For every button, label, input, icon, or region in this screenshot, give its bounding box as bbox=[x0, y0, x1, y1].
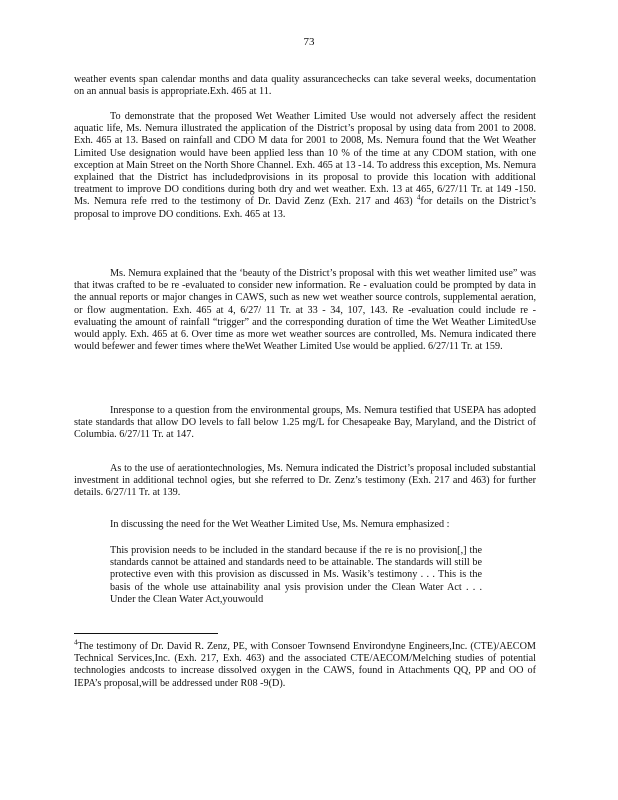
footnote bbox=[74, 638, 536, 690]
paragraph-reevaluation bbox=[74, 268, 536, 353]
paragraph-need bbox=[74, 519, 536, 531]
footnote-text: The testimony of Dr. David R. Zenz, PE, with Consoer Townsend Environdyne Engineers,Inc. (CTE)/AECOM Technical Services,Inc. (Exh. 217, Exh. 463) and the associated CTE/AECOM/Melching studies of potential technologies andcosts to increase dissolved oxygen in the CAWS, found in Attachments QQ, PP and OO of IEPA’s proposal,will be addressed under R08 -9(D). bbox=[74, 641, 536, 689]
paragraph-demonstration bbox=[74, 111, 536, 221]
footnote-reference: 4 bbox=[416, 194, 421, 203]
paragraph-text: Inresponse to a question from the environmental groups, Ms. Nemura testified that USEPA has adopted state standards that allow DO levels to fall below 1.25 mg/L for Chesapeake Bay, Maryland, and the District of Columbia. 6/27/11 Tr. at 147. bbox=[74, 405, 536, 441]
paragraph-aeration bbox=[74, 463, 536, 500]
paragraph-text: weather events span calendar months and data quality assurancechecks can take several weeks, documentation on an annual basis is appropriate.Exh. 465 at 11. bbox=[74, 74, 536, 98]
paragraph-usepa bbox=[74, 405, 536, 442]
page-number: 73 bbox=[303, 36, 315, 48]
paragraph-text-tail: for details on the District’s proposal to improve DO conditions. Exh. 465 at 13. bbox=[74, 196, 537, 220]
paragraph-continuation bbox=[74, 74, 536, 98]
paragraph-text: Ms. Nemura explained that the ‘beauty of the District’s proposal with this wet weather limited use” was that itwas crafted to be re -evaluated to consider new information. Re - evaluation could be prompted by data in the annual reports or major changes in CAWS, such as new wet weather source controls, supplemental aeration, or flow augmentation. Exh. 465 at 4, 6/27/ 11 Tr. at 33 - 34, 107, 143. Re -evaluation could include re -evaluating the amount of rainfall “trigger” and the corresponding duration of time the Wet Weather LimitedUse would apply. Exh. 465 at 6. Over time as more wet weather sources are controlled, Ms. Nemura indicated there would befewer and fewer times where theWet Weather Limited Use would be applied. 6/27/11 Tr. at 159. bbox=[74, 268, 536, 353]
paragraph-text: To demonstrate that the proposed Wet Weather Limited Use would not adversely affect the resident aquatic life, Ms. Nemura illustrated the application of the District’s proposal by using data from 2001 to 2008. Exh. 465 at 13. Based on rainfall and CDO M data for 2001 to 2008, Ms. Nemura found that the Wet Weather Limited Use designation would have been applied less than 10 % of the time at any CDOM station, with one exception at Main Street on the North Shore Channel. Exh. 465 at 13 -14. To address this exception, Ms. Nemura explained that the District has includedprovisions in its proposal to provide this location with additional treatment to improve DO conditions during both dry and wet weather. Exh. 13 at 465, 6/27/11 Tr. at 149 -150. Ms. Nemura refe rred to the testimony of Dr. David Zenz (Exh. 217 and 463) bbox=[74, 111, 536, 208]
paragraph-text: In discussing the need for the Wet Weather Limited Use, Ms. Nemura emphasized : bbox=[110, 519, 450, 530]
footnote-divider bbox=[74, 633, 218, 634]
paragraph-text: As to the use of aerationtechnologies, Ms. Nemura indicated the District’s proposal included substantial investment in additional technol ogies, but she referred to Dr. Zenz’s testimony (Exh. 217 and 463) for further details. 6/27/11 Tr. at 139. bbox=[74, 463, 536, 499]
footnote-mark: 4 bbox=[74, 638, 78, 647]
block-quote: This provision needs to be included in the standard because if the re is no provision[,] the standards cannot be attained and standards need to be attainable. The standards will still be protective even with this provision as discussed in Ms. Wasik’s testimony . . . This is the basis of the whole use attainability anal ysis provision under the Clean Water Act . . . Under the Clean Water Act,youwould bbox=[110, 545, 482, 605]
